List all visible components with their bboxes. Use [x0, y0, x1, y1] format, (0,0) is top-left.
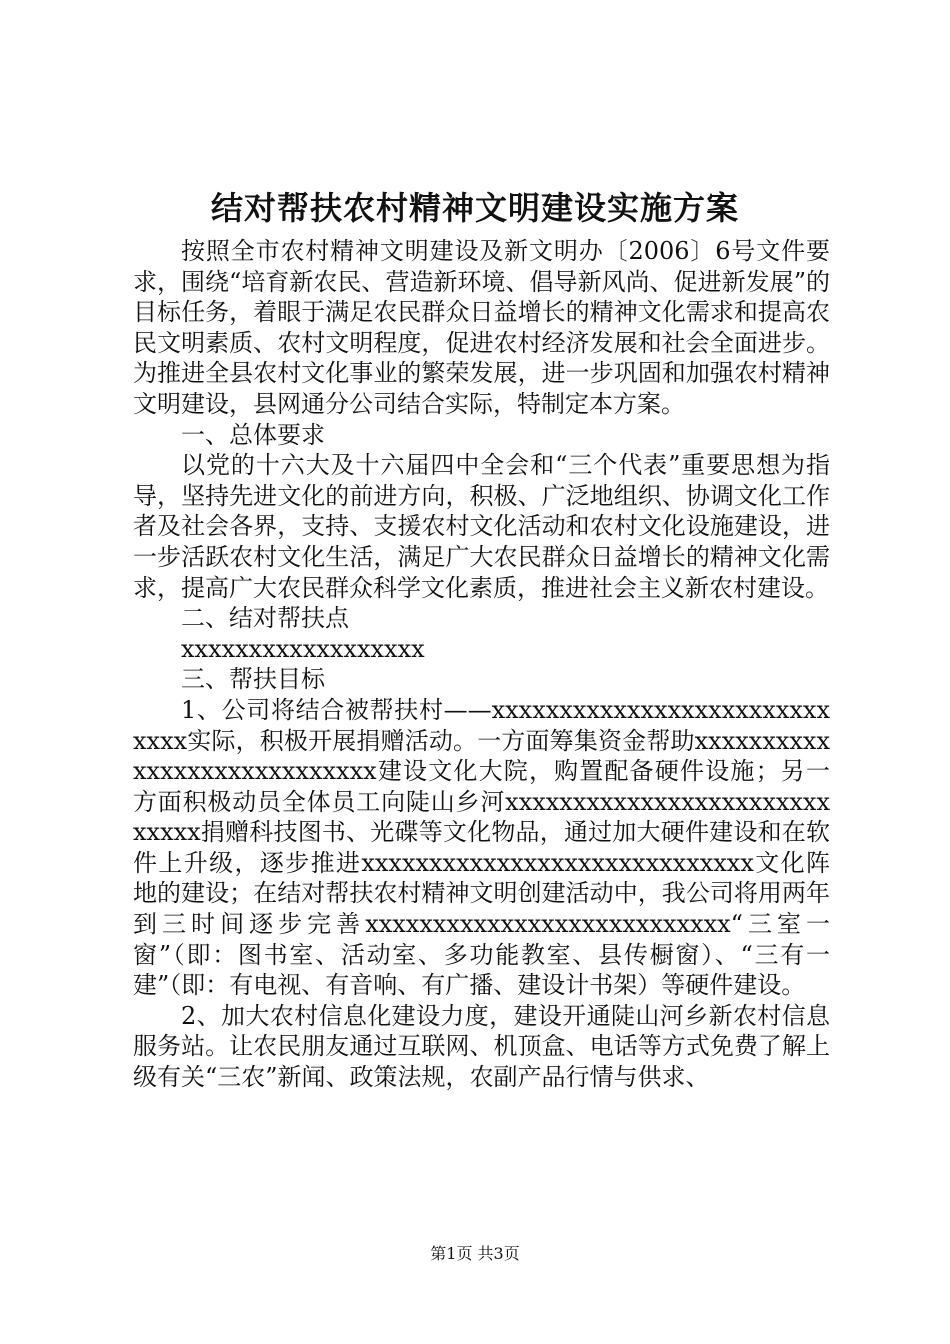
general-requirements-paragraph: 以党的十六大及十六届四中全会和“三个代表”重要思想为指导，坚持先进文化的前进方向，积极、广泛地组织、协调文化工作者及社会各界，支持、支援农村文化活动和农村文化设施建设，进一步活跃农村文化生活，满足广大农民群众日益增长的精神文化需求，提高广大农民群众科学文化素质，推进社会主义新农村建设。: [133, 451, 830, 602]
section-heading-general-requirements: 一、总体要求: [181, 420, 325, 449]
goal-item-1: 1、公司将结合被帮扶村——xxxxxxxxxxxxxxxxxxxxxxxxxxxxx实际，积极开展捐赠活动。一方面筹集资金帮助xxxxxxxxxxxxxxxxxxxxxxxxxxxx建设文化大院，购置配备硬件设施；另一方面积极动员全体员工向陡山乡河xxxxxxxxxxxxxxxxxxxxxxxxxxxxx捐赠科技图书、光碟等文化物品，通过加大硬件建设和在软件上升级，逐步推进xxxxxxxxxxxxxxxxxxxxxxxxxxxxx文化阵地的建设；在结对帮扶农村精神文明创建活动中，我公司将用两年到三时间逐步完善xxxxxxxxxxxxxxxxxxxxxxxxxxx“三室一窗”（即：图书室、活动室、多功能教室、县传橱窗）、“三有一建”（即：有电视、有音响、有广播、建设计书架）等硬件建设。: [133, 695, 830, 1000]
goal-item-2: 2、加大农村信息化建设力度，建设开通陡山河乡新农村信息服务站。让农民朋友通过互联网、机顶盒、电话等方式免费了解上级有关“三农”新闻、政策法规，农副产品行情与供求、: [133, 1001, 830, 1092]
page-title: 结对帮扶农村精神文明建设实施方案: [210, 189, 739, 227]
page-footer: 第1页 共3页: [430, 1244, 520, 1263]
section-heading-pairing-point: 二、结对帮扶点: [181, 604, 349, 633]
intro-paragraph: 按照全市农村精神文明建设及新文明办〔2006〕6号文件要求，围绕“培育新农民、营造新环境、倡导新风尚、促进新发展”的目标任务，着眼于满足农民群众日益增长的精神文化需求和提高农民文明素质、农村文明程度，促进农村经济发展和社会全面进步。为推进全县农村文化事业的繁荣发展，进一步巩固和加强农村精神文明建设，县网通分公司结合实际，特制定本方案。: [133, 237, 830, 418]
document-body: [133, 236, 830, 1093]
section-heading-assistance-goals: 三、帮扶目标: [181, 665, 325, 694]
pairing-point-placeholder: xxxxxxxxxxxxxxxxxx: [181, 634, 425, 663]
